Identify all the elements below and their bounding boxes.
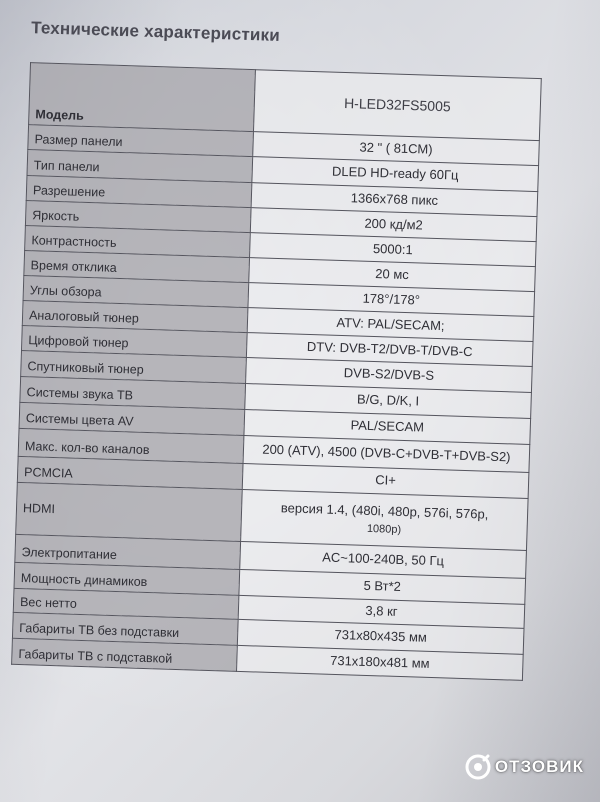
row-value: 5 Вт*2 (239, 569, 526, 604)
row-label: Разрешение (26, 176, 252, 208)
row-value: DTV: DVB-T2/DVB-T/DVB-C (246, 333, 533, 367)
row-value: 20 мс (249, 258, 536, 292)
row-label: Габариты ТВ без подставки (12, 612, 238, 645)
row-label: Контрастность (25, 226, 251, 258)
row-label: Вес нетто (13, 588, 239, 619)
row-value: DLED HD-ready 60Гц (252, 157, 539, 192)
row-value: 1366х768 пикс (251, 183, 538, 217)
page-title: Технические характеристики (30, 18, 281, 45)
row-label: Макс. кол-во каналов (18, 428, 244, 463)
hdmi-value-line2: 1080p) (366, 523, 402, 537)
row-label: Системы звука ТВ (20, 376, 246, 409)
row-label: Габариты ТВ с подставкой (12, 638, 238, 671)
otzovik-logo-icon (465, 754, 491, 780)
row-label: Цифровой тюнер (21, 325, 247, 357)
row-label: Размер панели (28, 125, 254, 157)
row-label: HDMI (16, 482, 243, 541)
row-label: Тип панели (27, 150, 253, 183)
spec-table (11, 62, 542, 681)
row-value: 200 кд/м2 (250, 208, 537, 242)
row-label: Аналоговый тюнер (22, 300, 248, 332)
row-label: Модель (29, 63, 256, 132)
row-label: Спутниковый тюнер (21, 350, 247, 383)
row-value: 731x80x435 мм (237, 619, 524, 654)
row-label: Мощность динамиков (14, 562, 240, 595)
row-value: H-LED32FS5005 (253, 70, 541, 141)
row-label: Углы обзора (23, 276, 249, 308)
row-value (241, 489, 528, 550)
row-value: 32 " ( 81СМ) (253, 132, 540, 166)
spec-sheet (3, 0, 600, 802)
hdmi-value-line1: версия 1.4, (480i, 480p, 576i, 576p, (280, 499, 489, 522)
row-label: Системы цвета AV (19, 402, 245, 435)
watermark-logo (465, 754, 584, 780)
row-value: 731x180x481 мм (237, 645, 524, 680)
row-value: DVB-S2/DVB-S (246, 358, 533, 393)
row-value: 3,8 кг (238, 595, 525, 628)
row-value: AC~100-240В, 50 Гц (240, 541, 527, 578)
row-value: B/G, D/K, I (245, 384, 532, 419)
row-value: 200 (ATV), 4500 (DVB-C+DVB-T+DVB-S2) (243, 435, 530, 472)
row-value: PAL/SECAM (244, 410, 531, 445)
row-label: PCMCIA (17, 456, 243, 489)
row-label: Электропитание (15, 534, 241, 569)
watermark-text: ОТЗОВИК (494, 757, 584, 776)
row-value: ATV: PAL/SECAM; (247, 308, 534, 342)
row-label: Время отклика (24, 251, 250, 283)
row-label: Яркость (25, 201, 251, 233)
row-value: CI+ (242, 463, 529, 498)
row-value: 5000:1 (250, 233, 537, 267)
row-value: 178°/178° (248, 283, 535, 317)
